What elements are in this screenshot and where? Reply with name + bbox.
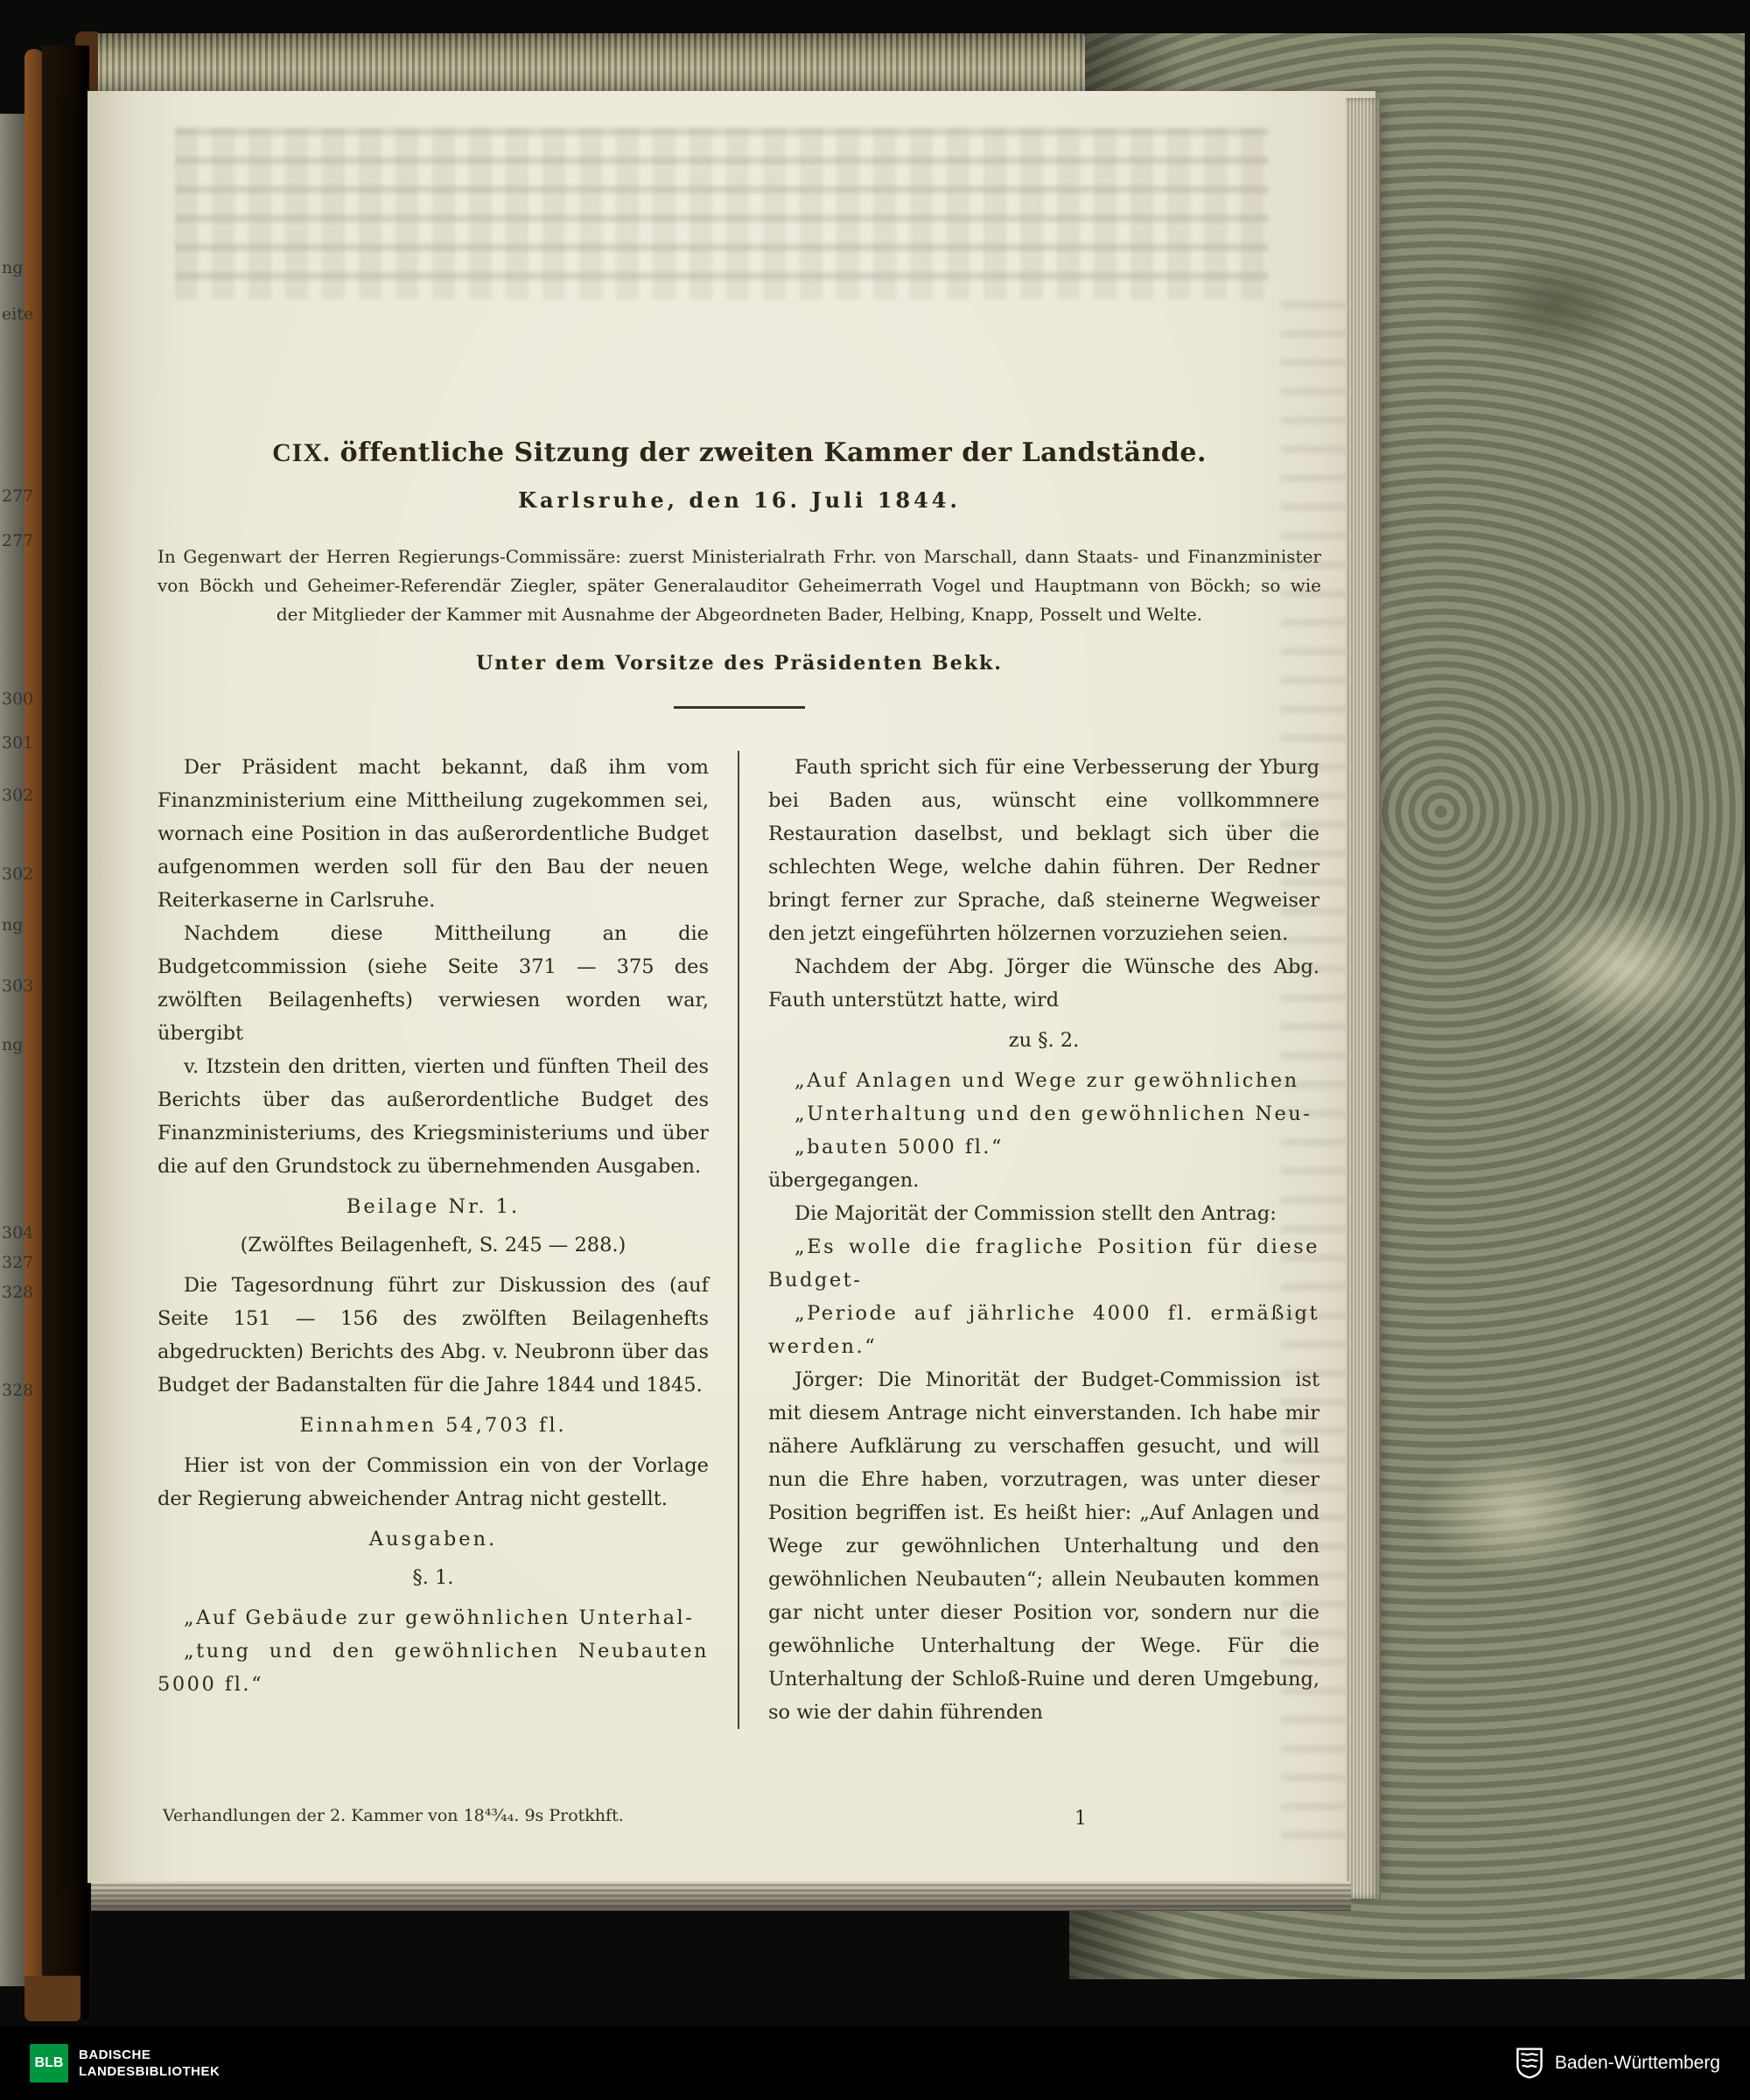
book-gutter-shadow — [42, 46, 89, 2020]
paragraph: Der Präsident macht bekannt, daß ihm vom Finanzministerium eine Mittheilung zugekommen sei, wornach eine Position in das außerordentliche Budget aufgenommen werden soll für den Bau der neuen Reiterkaserne in Carlsruhe. — [158, 756, 709, 912]
attendance-line: der Mitglieder der Kammer mit Ausnahme der Abgeordneten Bader, Helbing, Knapp, Posselt und Welte. — [276, 604, 1203, 625]
library-name — [79, 2047, 220, 2081]
left-column — [158, 751, 709, 1729]
quote-line: „Periode auf jährliche 4000 fl. ermäßigt werden.“ — [768, 1302, 1320, 1358]
attendance-line: von Böckh und Geheimer-Referendär Ziegler, später Generalauditor Geheimerrath Vogel und Hauptmann von Böckh; so wie — [158, 575, 1321, 596]
attendance-line: In Gegenwart der Herren Regierungs-Commissäre: zuerst Ministerialrath Frhr. von Marschall, dann Staats- und Finanzminister — [158, 546, 1321, 567]
library-name-line2: LANDESBIBLIOTHEK — [79, 2064, 220, 2079]
margin-fragment: 327 — [2, 1253, 34, 1272]
paragraph: Die Majorität der Commission stellt den Antrag: — [794, 1202, 1277, 1225]
book-fore-edge-pages — [1346, 98, 1381, 1899]
paragraph: Jörger: Die Minorität der Budget-Commission ist mit diesem Antrage nicht einverstanden. Ich habe mir nähere Aufklärung zu verschaffen gesucht, und will nun die Ehre haben, vorzutragen, was unter dieser Position begriffen ist. Es heißt hier: „Auf Anlagen und Wege zur gewöhnlichen Unterhaltung und den gewöhnlichen Neubauten“; allein Neubauten kommen gar nicht unter dieser Position vor, sondern nur die gewöhnliche Unterhaltung der Wege. Für die Unterhaltung der Schloß-Ruine und deren Umgebung, so wie der dahin führenden — [768, 1368, 1320, 1724]
printed-text-block — [158, 438, 1321, 1729]
quote-line: „Unterhaltung und den gewöhnlichen Neu- — [794, 1102, 1312, 1125]
dateline: Karlsruhe, den 16. Juli 1844. — [518, 487, 961, 513]
margin-fragment: 301 — [2, 733, 34, 752]
book-top-page-edges — [88, 33, 1085, 93]
paragraph: Die Tagesordnung führt zur Diskussion des (auf Seite 151 — 156 des zwölften Beilagenhefts abgedruckten) Berichts des Abg. v. Neubronn über das Budget der Badanstalten für die Jahre 1844 und 1845. — [158, 1274, 709, 1396]
session-heading — [158, 438, 1321, 468]
margin-fragment: ng — [2, 1035, 24, 1054]
margin-fragment: 303 — [2, 976, 34, 996]
book-page — [88, 91, 1376, 1883]
column-heading: Einnahmen 54,703 fl. — [299, 1414, 567, 1437]
state-label: Baden-Württemberg — [1554, 2053, 1720, 2073]
paragraph: Hier ist von der Commission ein von der Vorlage der Regierung abweichender Antrag nicht gestellt. — [158, 1454, 709, 1510]
paragraph: Nachdem diese Mittheilung an die Budgetcommission (siehe Seite 371 — 375 des zwölften Beilagenhefts) verwiesen worden war, übergibt — [158, 922, 709, 1045]
margin-fragment: ng — [2, 915, 24, 934]
quote-line: „tung und den gewöhnlichen Neubauten 5000 fl.“ — [158, 1640, 709, 1696]
margin-fragment: 277 — [2, 486, 34, 506]
column-heading: Beilage Nr. 1. — [346, 1195, 521, 1218]
library-name-line1: BADISCHE — [79, 2047, 151, 2062]
right-column — [768, 751, 1320, 1729]
two-column-text — [158, 751, 1321, 1729]
signature-footnote: Verhandlungen der 2. Kammer von 18⁴³⁄₄₄. 9s Protkhft. — [163, 1806, 624, 1825]
margin-fragment: 302 — [2, 786, 34, 805]
book-bottom-page-edges — [91, 1881, 1351, 1911]
baden-wuerttemberg-logo[interactable] — [1515, 2047, 1720, 2080]
margin-fragment: 328 — [2, 1381, 34, 1400]
margin-fragment: 300 — [2, 690, 34, 709]
paragraph: Fauth spricht sich für eine Verbesserung der Yburg bei Baden aus, wünscht eine vollkommnere Restauration daselbst, und beklagt sich über die schlechten Wege, welche dahin führen. Der Redner bringt ferner zur Sprache, daß steinerne Wegweiser den jetzt eingeführten hölzernen vorzuziehen seien. — [768, 756, 1320, 945]
quote-line: „Auf Gebäude zur gewöhnlichen Unterhal- — [184, 1606, 695, 1629]
quote-line: „Auf Anlagen und Wege zur gewöhnlichen — [794, 1069, 1299, 1092]
column-heading: §. 1. — [412, 1566, 454, 1589]
viewer-bottom-bar — [0, 2026, 1750, 2100]
margin-fragment: 304 — [2, 1223, 34, 1242]
blb-logo-icon: BLB — [30, 2044, 68, 2082]
column-heading: Ausgaben. — [368, 1528, 498, 1550]
column-heading: zu §. 2. — [1008, 1029, 1080, 1052]
quote-line: „Es wolle die fragliche Position für diese Budget- — [768, 1236, 1320, 1292]
leather-corner-bottom-left — [24, 1976, 80, 2021]
margin-fragment: eite — [2, 304, 34, 324]
chair-line: Unter dem Vorsitze des Präsidenten Bekk. — [476, 652, 1003, 675]
margin-fragment: 302 — [2, 864, 34, 884]
margin-fragment: 328 — [2, 1283, 34, 1302]
quote-line: „bauten 5000 fl.“ — [794, 1136, 1004, 1158]
book-spine-leather — [24, 49, 44, 2014]
page-number: 1 — [1074, 1808, 1087, 1830]
session-numeral: CIX. — [272, 438, 331, 467]
paragraph: übergegangen. — [768, 1169, 920, 1192]
coat-of-arms-icon — [1515, 2047, 1544, 2080]
column-divider-rule — [738, 751, 739, 1729]
attendance-paragraph — [158, 542, 1321, 629]
ink-bleed-top — [175, 128, 1269, 299]
paragraph: Nachdem der Abg. Jörger die Wünsche des Abg. Fauth unterstützt hatte, wird — [768, 956, 1320, 1012]
column-heading: (Zwölftes Beilagenheft, S. 245 — 288.) — [240, 1234, 626, 1256]
margin-fragment: 277 — [2, 531, 34, 550]
paragraph: v. Itzstein den dritten, vierten und fünften Theil des Berichts über das außerordentliche Budget des Finanzministeriums, des Kriegsministeriums und über die auf den Grundstock zu übernehmenden Ausgaben. — [158, 1055, 709, 1178]
section-rule — [674, 706, 805, 709]
session-title: öffentliche Sitzung der zweiten Kammer der Landstände. — [340, 438, 1207, 468]
blb-logo[interactable] — [30, 2044, 220, 2082]
margin-fragment: ng — [2, 258, 24, 277]
